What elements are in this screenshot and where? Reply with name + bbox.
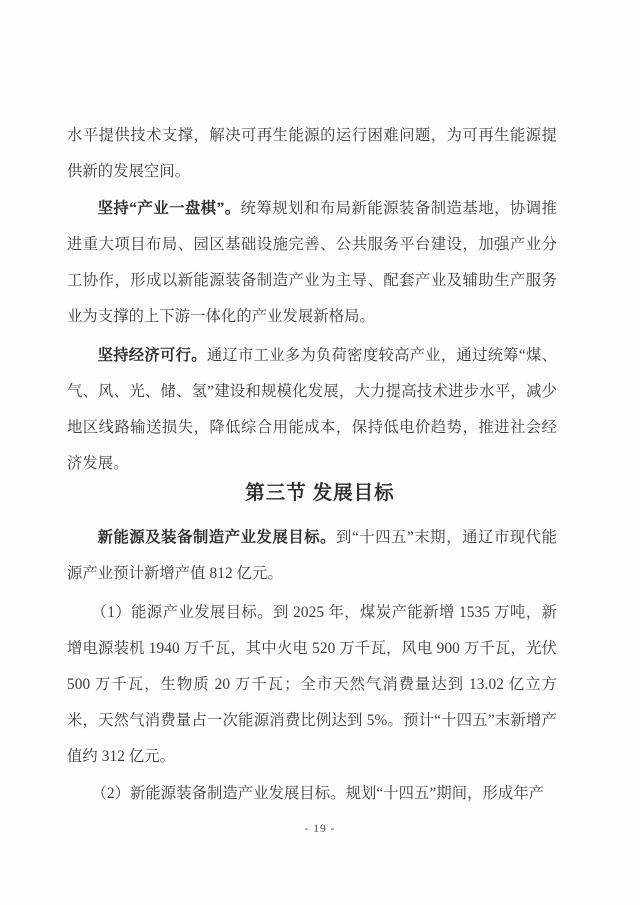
paragraph-industry-one-chessboard — [67, 191, 557, 335]
page-number: - 19 - — [304, 823, 336, 835]
paragraph-renewable-energy-support: 水平提供技术支撑，解决可再生能源的运行困难问题，为可再生能源提供新的发展空间。 — [67, 127, 557, 180]
paragraph-body-new-energy-equipment-goals: 到“十四五”末期，通辽市现代能源产业预计新增产值 812 亿元。 — [67, 529, 557, 582]
paragraph-body-industry-one-chessboard: 统筹规划和布局新能源装备制造基地，协调推进重大项目布局、园区基础设施完善、公共服务平台建设，加强产业分工协作，形成以新能源装备制造产业为主导、配套产业及辅助生产服务业为支撑的上下游一体化的产业发展新格局。 — [67, 200, 557, 325]
paragraph-lead-industry-one-chessboard: 坚持“产业一盘棋”。 — [97, 200, 241, 217]
paragraph-body-economic-feasibility: 通辽市工业多为负荷密度较高产业，通过统筹“煤、气、风、光、储、氢”建设和规模化发展，大力提高技术进步水平，减少地区线路输送损失，降低综合用能成本，保持低电价趋势，推进社会经济发展。 — [67, 347, 558, 472]
section-heading-development-goals: 第三节 发展目标 — [245, 483, 395, 504]
paragraph-new-energy-equipment-goals — [67, 520, 557, 592]
paragraph-economic-feasibility — [67, 338, 557, 482]
paragraph-energy-industry-goal-1: （1）能源产业发展目标。到 2025 年，煤炭产能新增 1535 万吨，新增电源装机 1940 万千瓦，其中火电 520 万千瓦，风电 900 万千瓦，光伏 500 万千瓦，生物质 20 万千瓦；全市天然气消费量达到 13.02 亿立方米，天然气消费量占一次能源消费比例达到 5%。预计“十四五”末新增产值约 312 亿元。 — [67, 604, 557, 765]
paragraph-lead-new-energy-equipment-goals: 新能源及装备制造产业发展目标。 — [97, 529, 337, 546]
paragraph-equipment-manufacturing-goal-2: （2）新能源装备制造产业发展目标。规划“十四五”期间，形成年产 — [91, 785, 545, 802]
paragraph-lead-economic-feasibility: 坚持经济可行。 — [97, 347, 207, 364]
